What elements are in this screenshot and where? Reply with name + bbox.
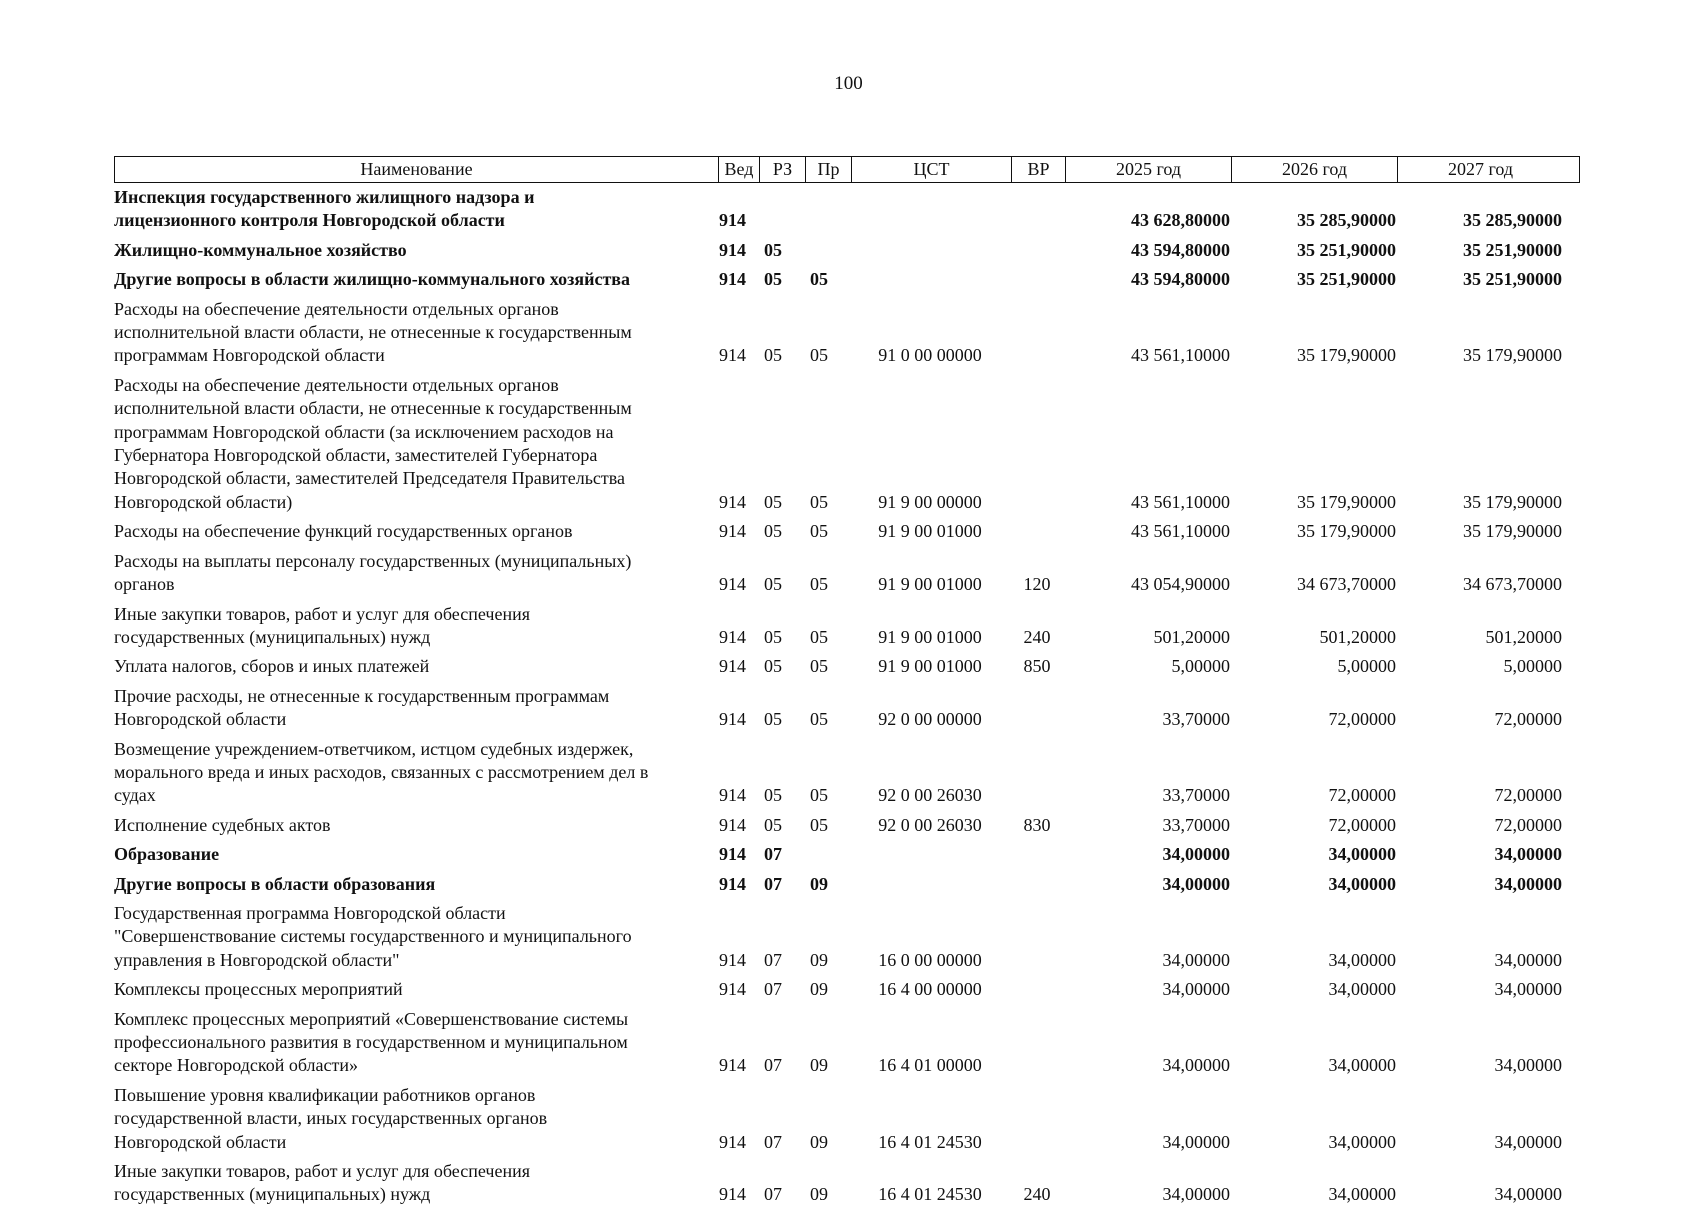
name-line: Государственная программа Новгородской области xyxy=(114,902,506,923)
rz-cell: 05 xyxy=(764,814,782,835)
amount-2025-cell: 43 594,80000 xyxy=(1131,269,1230,290)
amount-2025-cell: 33,70000 xyxy=(1162,785,1230,806)
ved-cell: 914 xyxy=(719,345,746,366)
name-line: исполнительной власти области, не отнесенные к государственным xyxy=(114,322,632,343)
rz-cell: 07 xyxy=(764,1184,782,1205)
ved-cell: 914 xyxy=(719,873,746,894)
amount-2026-cell: 72,00000 xyxy=(1328,709,1396,730)
amount-2025-cell: 43 054,90000 xyxy=(1131,574,1230,595)
rz-cell: 07 xyxy=(764,873,782,894)
rz-cell: 05 xyxy=(764,626,782,647)
ved-cell: 914 xyxy=(719,210,746,231)
table-row xyxy=(114,978,1580,1001)
amount-2027-cell: 72,00000 xyxy=(1494,709,1562,730)
table-row xyxy=(114,239,1580,262)
name-line: Расходы на выплаты персоналу государственных (муниципальных) xyxy=(114,550,632,571)
amount-2027-cell: 34,00000 xyxy=(1494,1055,1562,1076)
name-line: органов xyxy=(114,574,175,595)
rz-cell: 07 xyxy=(764,1055,782,1076)
name-cell xyxy=(114,685,717,732)
vr-cell: 240 xyxy=(1023,1184,1051,1205)
name-line: программам Новгородской области xyxy=(114,345,385,366)
name-cell xyxy=(114,738,717,808)
name-line: исполнительной власти области, не отнесенные к государственным xyxy=(114,398,632,419)
name-line: государственных (муниципальных) нужд xyxy=(114,626,431,647)
amount-2025-cell: 43 628,80000 xyxy=(1131,210,1230,231)
amount-2027-cell: 35 179,90000 xyxy=(1463,491,1562,512)
table-body xyxy=(114,186,1580,1207)
pr-cell: 05 xyxy=(810,626,828,647)
name-line: Комплексы процессных мероприятий xyxy=(114,979,403,1000)
name-cell xyxy=(114,1084,717,1154)
amount-2025-cell: 34,00000 xyxy=(1162,1131,1230,1152)
header-vr: ВР xyxy=(1011,157,1065,182)
table-row xyxy=(114,520,1580,543)
table-row xyxy=(114,1084,1580,1154)
name-line: Уплата налогов, сборов и иных платежей xyxy=(114,656,430,677)
amount-2027-cell: 5,00000 xyxy=(1503,656,1562,677)
amount-2026-cell: 5,00000 xyxy=(1337,656,1396,677)
amount-2027-cell: 34,00000 xyxy=(1494,844,1562,865)
name-cell xyxy=(114,655,717,678)
cst-cell: 91 9 00 00000 xyxy=(878,491,982,512)
pr-cell: 05 xyxy=(810,521,828,542)
amount-2027-cell: 72,00000 xyxy=(1494,814,1562,835)
pr-cell: 09 xyxy=(810,873,828,894)
table-row xyxy=(114,298,1580,368)
rz-cell: 05 xyxy=(764,521,782,542)
table-header xyxy=(114,156,1580,183)
pr-cell: 05 xyxy=(810,269,828,290)
rz-cell: 05 xyxy=(764,491,782,512)
name-line: профессионального развития в государственном и муниципальном xyxy=(114,1032,628,1052)
amount-2025-cell: 43 561,10000 xyxy=(1131,491,1230,512)
name-line: Расходы на обеспечение деятельности отдельных органов xyxy=(114,374,559,395)
vr-cell: 240 xyxy=(1023,626,1051,647)
cst-cell: 92 0 00 00000 xyxy=(878,709,982,730)
name-cell xyxy=(114,550,717,597)
name-line: Другие вопросы в области жилищно-коммунального хозяйства xyxy=(114,269,631,290)
header-pr: Пр xyxy=(805,157,851,182)
table-row xyxy=(114,374,1580,514)
rz-cell: 05 xyxy=(764,785,782,806)
amount-2025-cell: 43 561,10000 xyxy=(1131,345,1230,366)
cst-cell: 16 4 01 00000 xyxy=(878,1055,982,1076)
name-cell xyxy=(114,814,717,837)
amount-2027-cell: 34,00000 xyxy=(1494,949,1562,970)
amount-2026-cell: 34,00000 xyxy=(1328,873,1396,894)
pr-cell: 05 xyxy=(810,814,828,835)
name-line: государственных (муниципальных) нужд xyxy=(114,1184,431,1205)
rz-cell: 07 xyxy=(764,979,782,1000)
header-2025: 2025 год xyxy=(1065,157,1231,182)
name-line: Другие вопросы в области образования xyxy=(114,873,436,894)
rz-cell: 07 xyxy=(764,844,782,865)
cst-cell: 91 0 00 00000 xyxy=(878,345,982,366)
amount-2026-cell: 35 251,90000 xyxy=(1297,239,1396,260)
name-line: Прочие расходы, не отнесенные к государственным программам xyxy=(114,685,610,706)
ved-cell: 914 xyxy=(719,1131,746,1152)
amount-2026-cell: 34,00000 xyxy=(1328,1184,1396,1205)
table-row xyxy=(114,550,1580,597)
cst-cell: 16 4 01 24530 xyxy=(878,1131,982,1152)
header-2027: 2027 год xyxy=(1397,157,1563,182)
pr-cell: 05 xyxy=(810,785,828,806)
table-row xyxy=(114,1008,1580,1078)
name-line: управления в Новгородской области" xyxy=(114,949,400,970)
table-row xyxy=(114,186,1580,233)
pr-cell: 09 xyxy=(810,1131,828,1152)
amount-2027-cell: 35 285,90000 xyxy=(1463,210,1562,231)
name-cell xyxy=(114,978,717,1001)
name-line: Жилищно-коммунальное хозяйство xyxy=(114,239,407,260)
amount-2025-cell: 33,70000 xyxy=(1162,814,1230,835)
amount-2026-cell: 34,00000 xyxy=(1328,979,1396,1000)
name-cell xyxy=(114,268,717,291)
ved-cell: 914 xyxy=(719,709,746,730)
name-cell xyxy=(114,1008,717,1078)
amount-2027-cell: 34,00000 xyxy=(1494,873,1562,894)
pr-cell: 05 xyxy=(810,656,828,677)
name-line: Инспекция государственного жилищного надзора и xyxy=(114,187,535,207)
pr-cell: 05 xyxy=(810,491,828,512)
ved-cell: 914 xyxy=(719,979,746,1000)
amount-2026-cell: 35 251,90000 xyxy=(1297,269,1396,290)
amount-2025-cell: 34,00000 xyxy=(1162,873,1230,894)
amount-2027-cell: 35 179,90000 xyxy=(1463,521,1562,542)
amount-2025-cell: 43 561,10000 xyxy=(1131,521,1230,542)
name-line: Новгородской области, заместителей Председателя Правительства xyxy=(114,468,626,489)
ved-cell: 914 xyxy=(719,574,746,595)
pr-cell: 09 xyxy=(810,1055,828,1076)
amount-2026-cell: 34,00000 xyxy=(1328,949,1396,970)
table-row xyxy=(114,655,1580,678)
name-line: Комплекс процессных мероприятий «Совершенствование системы xyxy=(114,1008,629,1029)
amount-2026-cell: 35 179,90000 xyxy=(1297,491,1396,512)
table-row xyxy=(114,814,1580,837)
amount-2026-cell: 34,00000 xyxy=(1328,844,1396,865)
amount-2025-cell: 34,00000 xyxy=(1162,844,1230,865)
pr-cell: 05 xyxy=(810,345,828,366)
cst-cell: 91 9 00 01000 xyxy=(878,656,982,677)
amount-2027-cell: 501,20000 xyxy=(1485,626,1562,647)
name-line: морального вреда и иных расходов, связанных с рассмотрением дел в xyxy=(114,761,649,782)
ved-cell: 914 xyxy=(719,1055,746,1076)
amount-2027-cell: 34,00000 xyxy=(1494,1184,1562,1205)
amount-2027-cell: 34 673,70000 xyxy=(1463,574,1562,595)
pr-cell: 05 xyxy=(810,709,828,730)
table-row xyxy=(114,738,1580,808)
amount-2027-cell: 35 251,90000 xyxy=(1463,239,1562,260)
name-line: государственной власти, иных государственных органов xyxy=(114,1108,548,1129)
amount-2025-cell: 34,00000 xyxy=(1162,1055,1230,1076)
amount-2025-cell: 34,00000 xyxy=(1162,979,1230,1000)
amount-2025-cell: 501,20000 xyxy=(1153,626,1230,647)
rz-cell: 05 xyxy=(764,656,782,677)
amount-2026-cell: 34,00000 xyxy=(1328,1131,1396,1152)
name-line: судах xyxy=(114,785,156,806)
amount-2026-cell: 35 179,90000 xyxy=(1297,345,1396,366)
rz-cell: 05 xyxy=(764,345,782,366)
ved-cell: 914 xyxy=(719,626,746,647)
name-line: Новгородской области) xyxy=(114,491,293,512)
amount-2027-cell: 72,00000 xyxy=(1494,785,1562,806)
table-row xyxy=(114,902,1580,972)
ved-cell: 914 xyxy=(719,269,746,290)
rz-cell: 05 xyxy=(764,574,782,595)
pr-cell: 09 xyxy=(810,979,828,1000)
name-line: Иные закупки товаров, работ и услуг для обеспечения xyxy=(114,603,530,624)
amount-2027-cell: 35 179,90000 xyxy=(1463,345,1562,366)
rz-cell: 05 xyxy=(764,239,782,260)
ved-cell: 914 xyxy=(719,814,746,835)
name-cell xyxy=(114,603,717,650)
vr-cell: 830 xyxy=(1023,814,1051,835)
amount-2025-cell: 34,00000 xyxy=(1162,1184,1230,1205)
cst-cell: 92 0 00 26030 xyxy=(878,785,982,806)
pr-cell: 09 xyxy=(810,949,828,970)
name-cell xyxy=(114,902,717,972)
cst-cell: 16 4 00 00000 xyxy=(878,979,982,1000)
name-cell xyxy=(114,186,717,233)
cst-cell: 91 9 00 01000 xyxy=(878,626,982,647)
page-number: 100 xyxy=(834,73,863,94)
vr-cell: 120 xyxy=(1023,574,1051,595)
name-cell xyxy=(114,374,717,514)
rz-cell: 07 xyxy=(764,1131,782,1152)
amount-2026-cell: 35 179,90000 xyxy=(1297,521,1396,542)
name-line: Повышение уровня квалификации работников органов xyxy=(114,1084,536,1105)
amount-2027-cell: 35 251,90000 xyxy=(1463,269,1562,290)
name-line: Образование xyxy=(114,844,220,865)
budget-table xyxy=(114,156,1580,1207)
header-ved: Вед xyxy=(718,157,759,182)
name-cell xyxy=(114,873,717,896)
amount-2026-cell: 34 673,70000 xyxy=(1297,574,1396,595)
header-name: Наименование xyxy=(360,159,473,179)
cst-cell: 16 4 01 24530 xyxy=(878,1184,982,1205)
pr-cell: 09 xyxy=(810,1184,828,1205)
table-row xyxy=(114,685,1580,732)
ved-cell: 914 xyxy=(719,1184,746,1205)
name-line: Новгородской области xyxy=(114,1131,287,1152)
amount-2026-cell: 72,00000 xyxy=(1328,814,1396,835)
table-row xyxy=(114,873,1580,896)
name-line: Расходы на обеспечение деятельности отдельных органов xyxy=(114,298,559,319)
ved-cell: 914 xyxy=(719,521,746,542)
ved-cell: 914 xyxy=(719,239,746,260)
name-cell xyxy=(114,520,717,543)
name-line: Губернатора Новгородской области, заместителей Губернатора xyxy=(114,445,598,466)
vr-cell: 850 xyxy=(1023,656,1051,677)
table-row xyxy=(114,843,1580,866)
table-row xyxy=(114,603,1580,650)
amount-2027-cell: 34,00000 xyxy=(1494,1131,1562,1152)
pr-cell: 05 xyxy=(810,574,828,595)
name-line: "Совершенствование системы государственного и муниципального xyxy=(114,926,632,947)
header-cst: ЦСТ xyxy=(851,157,1011,182)
header-rz: РЗ xyxy=(759,157,805,182)
name-line: Исполнение судебных актов xyxy=(114,814,331,835)
amount-2025-cell: 34,00000 xyxy=(1162,949,1230,970)
cst-cell: 92 0 00 26030 xyxy=(878,814,982,835)
name-line: лицензионного контроля Новгородской области xyxy=(114,210,505,231)
ved-cell: 914 xyxy=(719,844,746,865)
amount-2025-cell: 33,70000 xyxy=(1162,709,1230,730)
rz-cell: 07 xyxy=(764,949,782,970)
header-2026: 2026 год xyxy=(1231,157,1397,182)
table-row xyxy=(114,268,1580,291)
name-cell xyxy=(114,239,717,262)
ved-cell: 914 xyxy=(719,949,746,970)
name-line: Новгородской области xyxy=(114,709,287,730)
name-cell xyxy=(114,298,717,368)
rz-cell: 05 xyxy=(764,709,782,730)
name-line: программам Новгородской области (за исключением расходов на xyxy=(114,421,614,442)
ved-cell: 914 xyxy=(719,785,746,806)
cst-cell: 91 9 00 01000 xyxy=(878,521,982,542)
name-cell xyxy=(114,843,717,866)
ved-cell: 914 xyxy=(719,491,746,512)
amount-2026-cell: 34,00000 xyxy=(1328,1055,1396,1076)
amount-2027-cell: 34,00000 xyxy=(1494,979,1562,1000)
name-line: Возмещение учреждением-ответчиком, истцом судебных издержек, xyxy=(114,738,634,759)
amount-2025-cell: 5,00000 xyxy=(1171,656,1230,677)
amount-2026-cell: 72,00000 xyxy=(1328,785,1396,806)
rz-cell: 05 xyxy=(764,269,782,290)
cst-cell: 16 0 00 00000 xyxy=(878,949,982,970)
ved-cell: 914 xyxy=(719,656,746,677)
amount-2026-cell: 35 285,90000 xyxy=(1297,210,1396,231)
cst-cell: 91 9 00 01000 xyxy=(878,574,982,595)
name-line: Расходы на обеспечение функций государственных органов xyxy=(114,521,573,542)
name-line: Иные закупки товаров, работ и услуг для обеспечения xyxy=(114,1161,530,1182)
amount-2026-cell: 501,20000 xyxy=(1319,626,1396,647)
name-line: секторе Новгородской области» xyxy=(114,1055,359,1076)
amount-2025-cell: 43 594,80000 xyxy=(1131,239,1230,260)
